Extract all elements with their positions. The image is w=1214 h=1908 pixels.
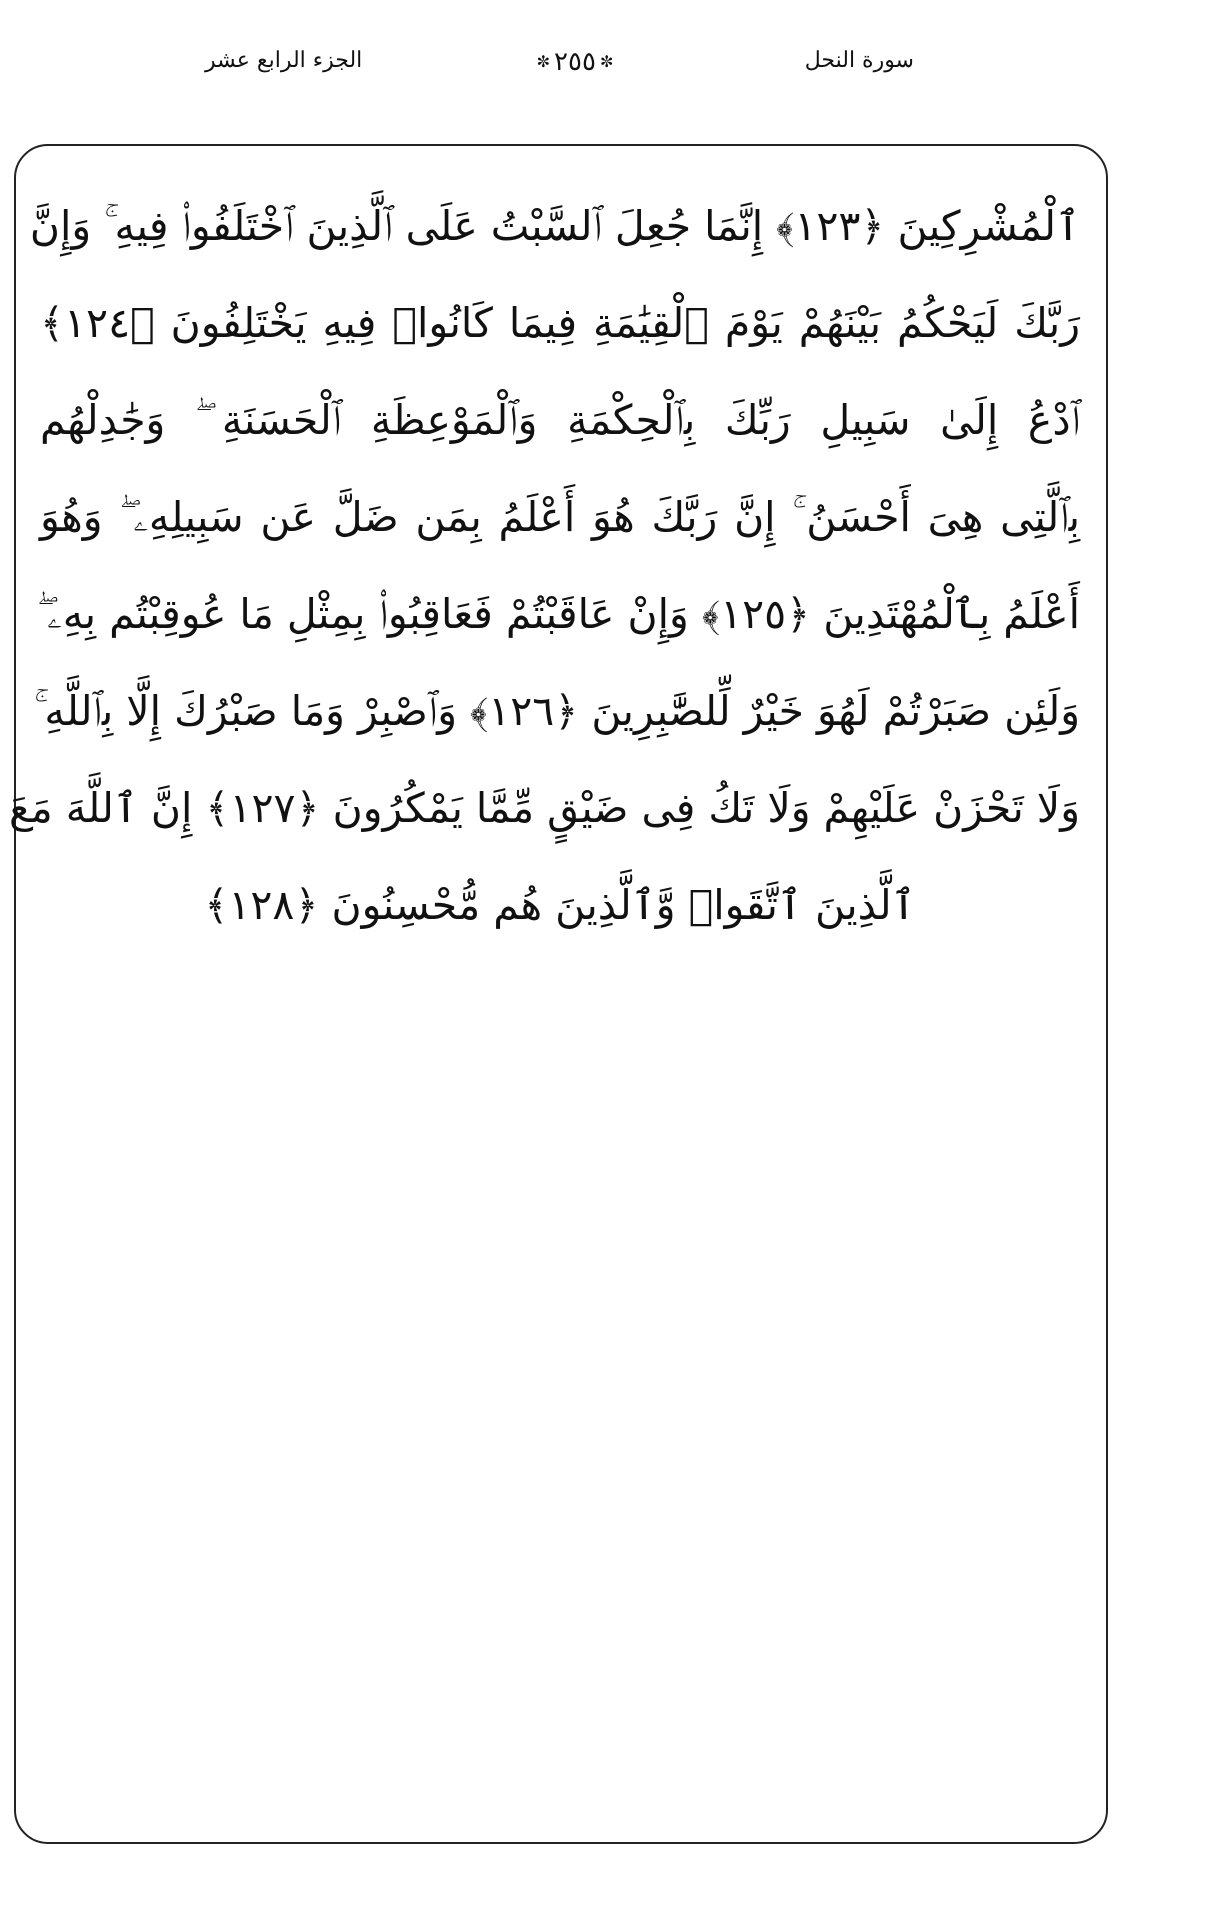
page-header [0,40,1214,100]
page-number-box [520,44,630,80]
text-line: بِٱلَّتِى هِىَ أَحْسَنُ ۚ إِنَّ رَبَّكَ هُوَ أَعْلَمُ بِمَن ضَلَّ عَن سَبِيلِهِۦ ۖ وَهُوَ [40,493,1080,541]
ornament-left-icon: ✼ [536,52,551,71]
text-line: ٱلَّذِينَ ٱتَّقَوا۟ وَّٱلَّذِينَ هُم مُّحْسِنُونَ ﴿١٢٨﴾ [204,881,916,929]
ornament-right-icon: ✼ [599,52,614,71]
text-line: وَلَئِن صَبَرْتُمْ لَهُوَ خَيْرٌ لِّلصَّٰبِرِينَ ﴿١٢٦﴾ وَٱصْبِرْ وَمَا صَبْرُكَ إِلَّا بِٱللَّهِ ۚ [34,687,1080,735]
text-line: رَبَّكَ لَيَحْكُمُ بَيْنَهُمْ يَوْمَ ٱلْقِيَٰمَةِ فِيمَا كَانُوا۟ فِيهِ يَخْتَلِفُونَ ﴿١٢٤﴾ [40,299,1080,347]
verse-text-block [8,178,1080,954]
text-line: وَلَا تَحْزَنْ عَلَيْهِمْ وَلَا تَكُ فِى ضَيْقٍ مِّمَّا يَمْكُرُونَ ﴿١٢٧﴾ إِنَّ ٱللَّهَ مَعَ [8,784,1080,832]
surah-label: سورة النحل [804,48,914,73]
text-line: ٱلْمُشْرِكِينَ ﴿١٢٣﴾ إِنَّمَا جُعِلَ ٱلسَّبْتُ عَلَى ٱلَّذِينَ ٱخْتَلَفُوا۟ فِيهِ ۚ وَإِنَّ [29,202,1080,250]
text-line: ٱدْعُ إِلَىٰ سَبِيلِ رَبِّكَ بِٱلْحِكْمَةِ وَٱلْمَوْعِظَةِ ٱلْحَسَنَةِ ۖ وَجَٰدِلْهُم [40,396,1080,444]
text-line: أَعْلَمُ بِٱلْمُهْتَدِينَ ﴿١٢٥﴾ وَإِنْ عَاقَبْتُمْ فَعَاقِبُوا۟ بِمِثْلِ مَا عُوقِبْتُم بِهِۦ ۖ [36,590,1080,638]
page-number: ٢٥٥ [554,47,596,77]
juz-label: الجزء الرابع عشر [205,48,363,73]
